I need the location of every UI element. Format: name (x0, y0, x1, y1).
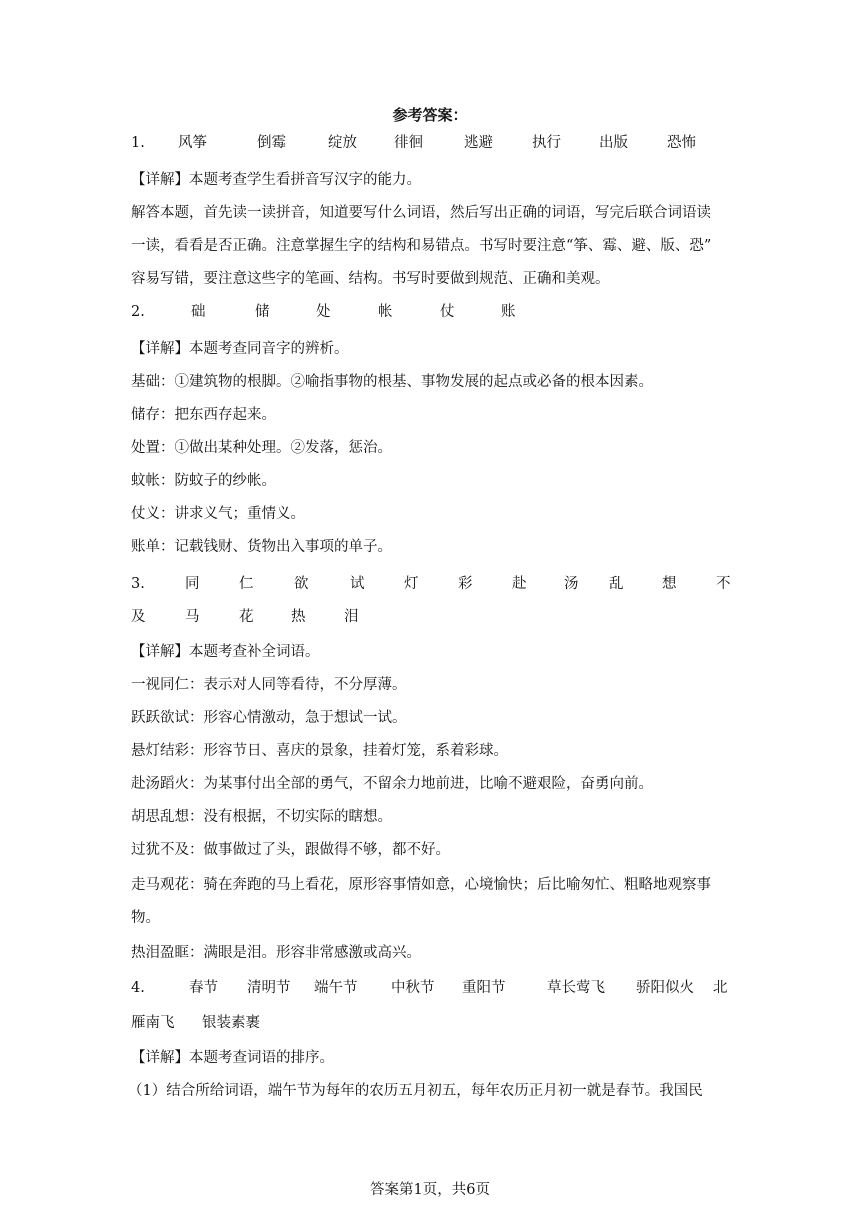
q4-answer: 骄阳似火 (636, 980, 694, 996)
q3-answer: 不 (716, 576, 731, 592)
q3-answer: 彩 (458, 576, 473, 592)
q1-answer: 执行 (532, 135, 561, 151)
q2-explanation: 账单：记载钱财、货物出入事项的单子。 (131, 539, 392, 555)
q3-explanation: 悬灯结彩：形容节日、喜庆的景象，挂着灯笼，系着彩球。 (131, 743, 508, 759)
q3-explanation: 走马观花：骑在奔跑的马上看花，原形容事情如意，心境愉快；后比喻匆忙、粗略地观察事 (131, 877, 711, 893)
q1-answer: 恐怖 (667, 135, 696, 151)
page-footer: 答案第1页，共6页 (370, 1182, 490, 1198)
q4-answer: 中秋节 (391, 980, 435, 996)
q4-answer: 银装素裹 (202, 1015, 260, 1031)
q1-number: 1. (131, 135, 145, 151)
q3-answer: 试 (350, 576, 365, 592)
q3-answer: 及 (131, 609, 146, 625)
page-title: 参考答案： (392, 106, 468, 124)
q3-explanation: 一视同仁：表示对人同等看待，不分厚薄。 (131, 677, 407, 693)
q2-explanation: 仗义：讲求义气；重情义。 (131, 506, 305, 522)
q2-answer: 仗 (440, 304, 455, 320)
q1-answer: 徘徊 (394, 135, 423, 151)
q3-answer: 欲 (294, 576, 309, 592)
q3-detail: 【详解】本题考查补全词语。 (131, 644, 320, 660)
q2-explanation: 基础：①建筑物的根脚。②喻指事物的根基、事物发展的起点或必备的根本因素。 (131, 374, 653, 390)
q4-answer: 雁南飞 (131, 1015, 175, 1031)
q3-answer: 马 (185, 609, 200, 625)
q3-answer: 乱 (609, 576, 624, 592)
q1-detail: 【详解】本题考查学生看拼音写汉字的能力。 (131, 172, 421, 188)
q4-answer: 端午节 (314, 980, 358, 996)
q3-answer: 花 (239, 609, 254, 625)
q4-answer: 重阳节 (462, 980, 506, 996)
q2-answer: 储 (255, 304, 270, 320)
q4-answer: 春节 (189, 980, 218, 996)
q1-answer: 风筝 (178, 135, 207, 151)
q3-answer: 灯 (404, 576, 419, 592)
q3-answer: 仁 (239, 576, 254, 592)
q2-number: 2. (131, 304, 145, 320)
q4-answer: 清明节 (247, 980, 291, 996)
q1-text: 一读，看看是否正确。注意掌握生字的结构和易错点。书写时要注意“筝、霉、避、版、恐” (131, 238, 712, 254)
q2-explanation: 蚊帐：防蚊子的纱帐。 (131, 473, 276, 489)
q2-answer: 处 (316, 304, 331, 320)
q1-text: 解答本题，首先读一读拼音，知道要写什么词语，然后写出正确的词语，写完后联合词语读 (131, 205, 711, 221)
q3-answer: 想 (662, 576, 677, 592)
q4-number: 4. (131, 980, 145, 996)
q2-explanation: 储存：把东西存起来。 (131, 407, 276, 423)
q3-explanation: 赴汤蹈火：为某事付出全部的勇气，不留余力地前进，比喻不避艰险，奋勇向前。 (131, 776, 653, 792)
q1-answer: 绽放 (328, 135, 357, 151)
q3-explanation: 跃跃欲试：形容心情激动，急于想试一试。 (131, 710, 407, 726)
q3-explanation: 过犹不及：做事做过了头，跟做得不够，都不好。 (131, 842, 450, 858)
q3-explanation: 热泪盈眶：满眼是泪。形容非常感激或高兴。 (131, 945, 421, 961)
q4-explanation: （1）结合所给词语，端午节为每年的农历五月初五，每年农历正月初一就是春节。我国民 (128, 1083, 703, 1099)
q4-answer: 草长莺飞 (547, 980, 605, 996)
q3-explanation: 胡思乱想：没有根据，不切实际的瞎想。 (131, 809, 392, 825)
q1-answer: 出版 (599, 135, 628, 151)
q3-answer: 赴 (512, 576, 527, 592)
q3-explanation: 物。 (131, 910, 160, 926)
q2-explanation: 处置：①做出某种处理。②发落，惩治。 (131, 440, 392, 456)
q2-answer: 账 (501, 304, 516, 320)
q3-answer: 泪 (344, 609, 359, 625)
q1-answer: 倒霉 (257, 135, 286, 151)
q3-number: 3. (131, 576, 145, 592)
q3-answer: 同 (185, 576, 200, 592)
q2-answer: 础 (191, 304, 206, 320)
q2-detail: 【详解】本题考查同音字的辨析。 (131, 341, 349, 357)
q2-answer: 帐 (378, 304, 393, 320)
q3-answer: 汤 (564, 576, 579, 592)
q4-answer: 北 (713, 980, 728, 996)
q1-answer: 逃避 (464, 135, 493, 151)
q3-answer: 热 (291, 609, 306, 625)
q1-text: 容易写错，要注意这些字的笔画、结构。书写时要做到规范、正确和美观。 (131, 271, 610, 287)
q4-detail: 【详解】本题考查词语的排序。 (131, 1050, 334, 1066)
